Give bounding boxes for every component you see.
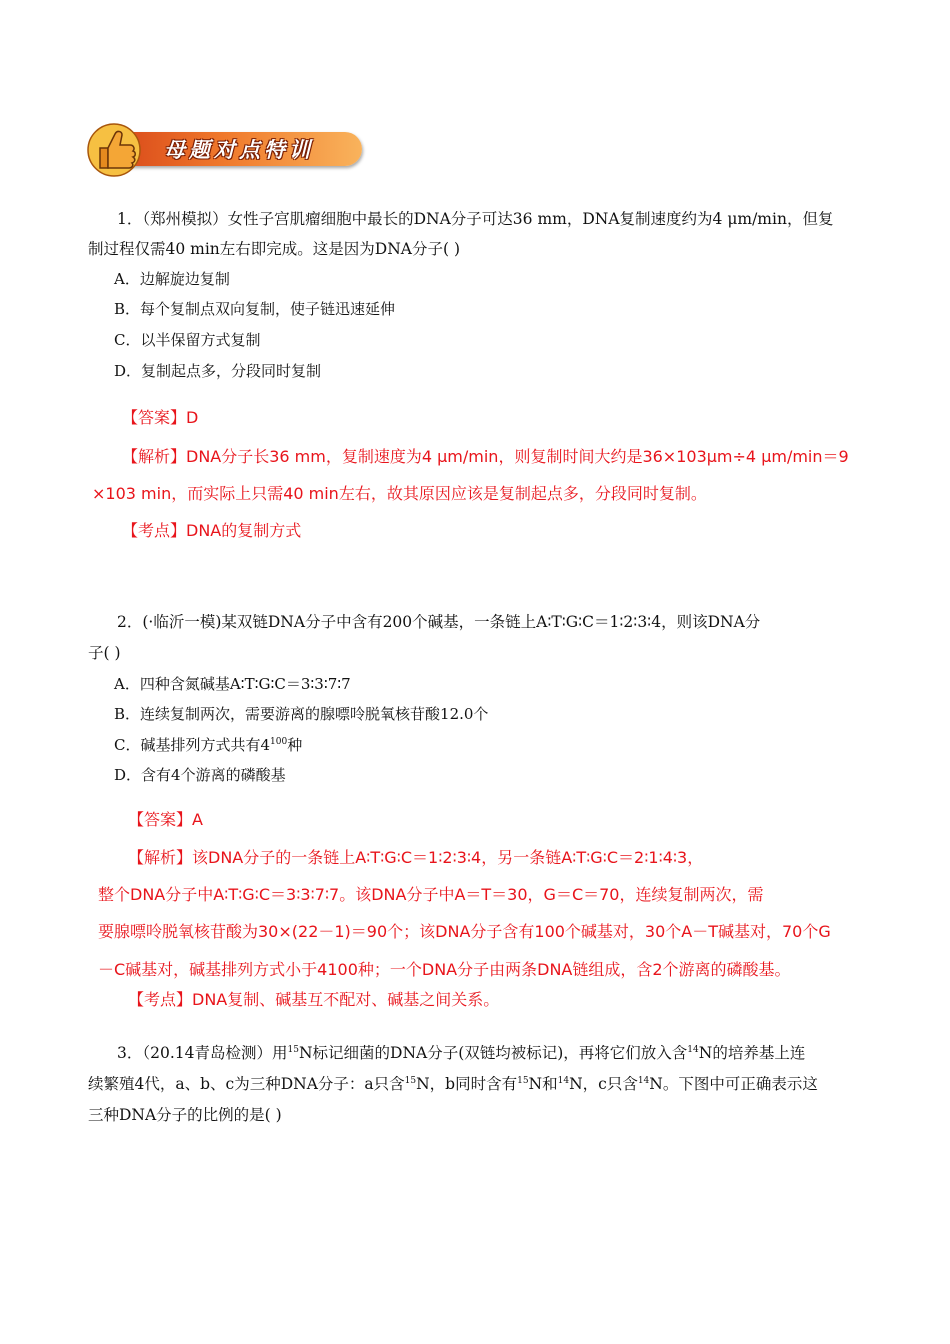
- q3-line2-sup2: 15: [517, 1076, 529, 1086]
- q2-option-c-suffix: 种: [287, 736, 303, 754]
- q2-answer: 【答案】A: [128, 810, 203, 829]
- q3-line1-sup2: 14: [687, 1045, 699, 1055]
- q2-analysis-line3: 要腺嘌呤脱氧核苷酸为30×(22－1)＝90个；该DNA分子含有100个碱基对，30个A－T碱基对，70个G: [98, 922, 831, 941]
- q1-analysis-line1: 【解析】DNA分子长36 mm，复制速度为4 μm/min，则复制时间大约是36×103μm÷4 μm/min＝9: [122, 447, 849, 466]
- thumbs-up-icon: [86, 120, 144, 178]
- q2-option-d: D．含有4个游离的磷酸基: [114, 766, 286, 784]
- q1-kaodian: 【考点】DNA的复制方式: [122, 521, 302, 540]
- q2-analysis-line4: －C碱基对，碱基排列方式小于4100种；一个DNA分子由两条DNA链组成，含2个游离的磷酸基。: [98, 960, 791, 979]
- q3-line2-text-a: 续繁殖4代，a、b、c为三种DNA分子：a只含: [88, 1075, 405, 1093]
- q3-line1-text-c: N的培养基上连: [698, 1044, 806, 1062]
- q1-line1: 1．（郑州模拟）女性子宫肌瘤细胞中最长的DNA分子可达36 mm，DNA复制速度约为4 μm/min，但复: [117, 210, 834, 228]
- q2-analysis-line1: 【解析】该DNA分子的一条链上A∶T∶G∶C＝1∶2∶3∶4，另一条链A∶T∶G∶C＝2∶1∶4∶3，: [128, 848, 704, 867]
- q3-line3: 三种DNA分子的比例的是( ): [88, 1106, 282, 1124]
- q1-analysis-line2: ×103 min，而实际上只需40 min左右，故其原因应该是复制起点多，分段同时复制。: [92, 484, 707, 503]
- q1-option-c: C．以半保留方式复制: [114, 331, 261, 349]
- q2-option-c: [114, 735, 302, 755]
- section-banner: [86, 120, 364, 178]
- q3-line2: [88, 1074, 818, 1094]
- q2-option-a: A．四种含氮碱基A∶T∶G∶C＝3∶3∶7∶7: [114, 675, 351, 693]
- q3-line2-sup3: 14: [557, 1076, 570, 1086]
- q2-option-b: B．连续复制两次，需要游离的腺嘌呤脱氧核苷酸12.0个: [114, 705, 489, 723]
- q2-line2: 子( ): [88, 644, 121, 662]
- q3-line2-text-e: N。下图中可正确表示这: [649, 1075, 818, 1093]
- q1-option-b: B．每个复制点双向复制，使子链迅速延伸: [114, 300, 396, 318]
- q1-option-a: A．边解旋边复制: [114, 270, 230, 288]
- q3-line1-text-b: N标记细菌的DNA分子(双链均被标记)，再将它们放入含: [298, 1044, 688, 1062]
- q1-line2: 制过程仅需40 min左右即完成。这是因为DNA分子( ): [88, 240, 460, 258]
- q3-line1-sup1: 15: [287, 1045, 299, 1055]
- q1-answer: 【答案】D: [122, 408, 199, 427]
- q3-line2-text-d: N，c只含: [569, 1075, 638, 1093]
- q2-option-c-text: C．碱基排列方式共有4: [114, 736, 271, 754]
- q3-line2-sup4: 14: [637, 1076, 650, 1086]
- q3-line2-text-c: N和: [528, 1075, 558, 1093]
- q3-line1-text-a: 3．（20.14青岛检测）用: [117, 1044, 288, 1062]
- q2-line1: 2．(·临沂一模)某双链DNA分子中含有200个碱基，一条链上A∶T∶G∶C＝1∶2∶3∶4，则该DNA分: [117, 613, 761, 631]
- q2-kaodian: 【考点】DNA复制、碱基互不配对、碱基之间关系。: [128, 990, 500, 1009]
- q3-line1: [117, 1043, 805, 1063]
- q2-analysis-line2: 整个DNA分子中A∶T∶G∶C＝3∶3∶7∶7。该DNA分子中A＝T＝30，G＝C＝70，连续复制两次，需: [98, 885, 764, 904]
- q2-option-c-exponent: 100: [270, 737, 288, 747]
- q3-line2-text-b: N，b同时含有: [416, 1075, 518, 1093]
- q1-option-d: D．复制起点多，分段同时复制: [114, 362, 322, 380]
- q3-line2-sup1: 15: [404, 1076, 417, 1086]
- banner-title: 母题对点特训: [164, 138, 314, 162]
